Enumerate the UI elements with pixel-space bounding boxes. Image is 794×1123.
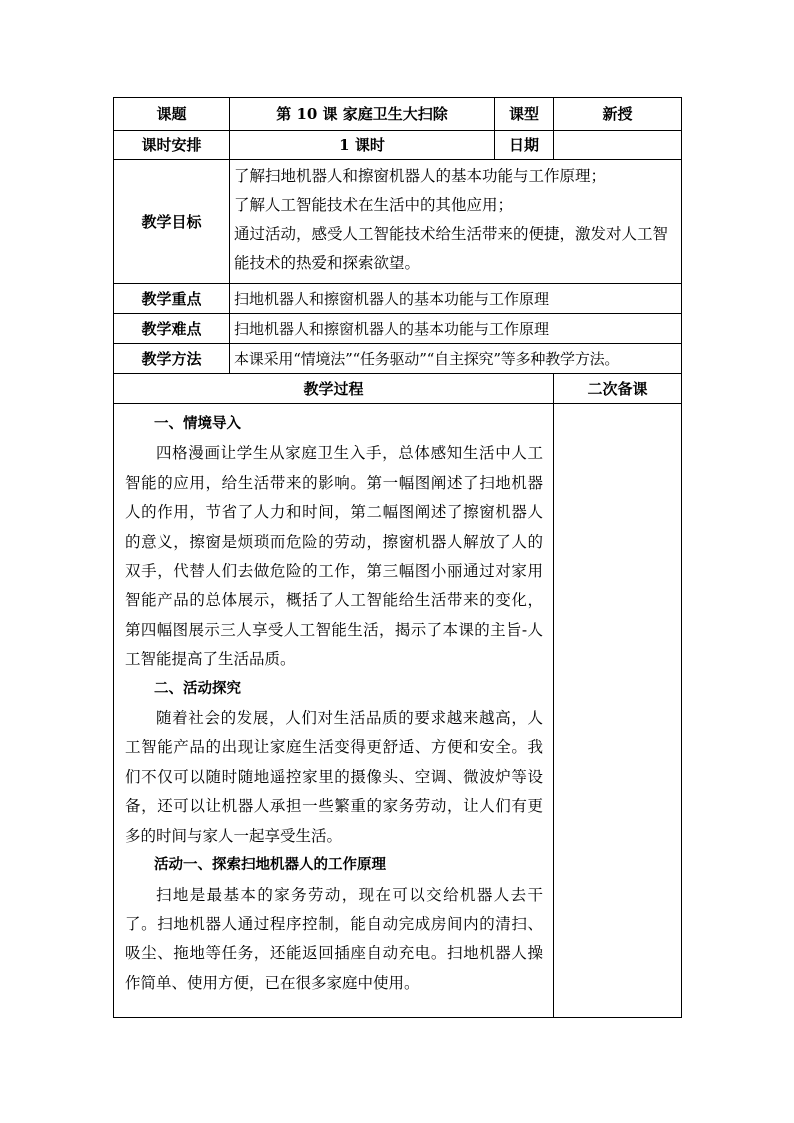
type-value: 新授 <box>554 98 682 131</box>
methods-label: 教学方法 <box>114 344 230 374</box>
difficulties-label: 教学难点 <box>114 314 230 344</box>
section-heading: 二、活动探究 <box>154 680 241 697</box>
key-points-value: 扫地机器人和擦窗机器人的基本功能与工作原理 <box>230 284 682 314</box>
date-label: 日期 <box>495 131 554 160</box>
paragraph: 随着社会的发展，人们对生活品质的要求越来越高，人工智能产品的出现让家庭生活变得更舒适、方便和安全。我们不仅可以随时随地遥控家里的摄像头、空调、微波炉等设备，还可以让机器人承担一些繁重的家务劳动，让人们有更多的时间与家人一起享受生活。 <box>125 709 544 845</box>
paragraph: 四格漫画让学生从家庭卫生入手，总体感知生活中人工智能的应用，给生活带来的影响。第一幅图阐述了扫地机器人的作用，节省了人力和时间，第二幅图阐述了擦窗机器人的意义，擦窗是烦琐而危险的劳动，擦窗机器人解放了人的双手，代替人们去做危险的工作，第三幅图小丽通过对家用智能产品的总体展示，概括了人工智能给生活带来的变化，第四幅图展示三人享受人工智能生活，揭示了本课的主旨-人工智能提高了生活品质。 <box>125 444 544 669</box>
second-prep-notes <box>554 404 682 1018</box>
second-prep-label: 二次备课 <box>554 374 682 404</box>
topic-value: 第 10 课 家庭卫生大扫除 <box>230 98 495 131</box>
process-label: 教学过程 <box>114 374 554 404</box>
row-topic <box>114 98 682 131</box>
row-goals <box>114 160 682 284</box>
hours-value: 1 课时 <box>230 131 495 160</box>
row-difficulties <box>114 314 682 344</box>
difficulties-value: 扫地机器人和擦窗机器人的基本功能与工作原理 <box>230 314 682 344</box>
goal-line: 了解扫地机器人和擦窗机器人的基本功能与工作原理； <box>234 167 607 185</box>
goals-label: 教学目标 <box>114 160 230 284</box>
topic-label: 课题 <box>114 98 230 131</box>
row-methods <box>114 344 682 374</box>
row-process-body <box>114 404 682 1018</box>
hours-label: 课时安排 <box>114 131 230 160</box>
paragraph: 扫地是最基本的家务劳动，现在可以交给机器人去干了。扫地机器人通过程序控制，能自动完成房间内的清扫、吸尘、拖地等任务，还能返回插座自动充电。扫地机器人操作简单、使用方便，已在很多家庭中使用。 <box>125 885 544 992</box>
process-content <box>114 404 554 1018</box>
goal-line: 了解人工智能技术在生活中的其他应用； <box>234 196 514 214</box>
key-points-label: 教学重点 <box>114 284 230 314</box>
section-heading: 活动一、探索扫地机器人的工作原理 <box>154 857 386 874</box>
row-process-header <box>114 374 682 404</box>
goals-content <box>230 160 682 284</box>
date-value <box>554 131 682 160</box>
row-key-points <box>114 284 682 314</box>
lesson-plan-table <box>113 97 682 1018</box>
section-heading: 一、情境导入 <box>154 416 241 432</box>
goal-line: 通过活动，感受人工智能技术给生活带来的便捷，激发对人工智能技术的热爱和探索欲望。 <box>234 225 669 272</box>
type-label: 课型 <box>495 98 554 131</box>
methods-value: 本课采用“情境法”“任务驱动”“自主探究”等多种教学方法。 <box>230 344 682 374</box>
row-hours <box>114 131 682 160</box>
